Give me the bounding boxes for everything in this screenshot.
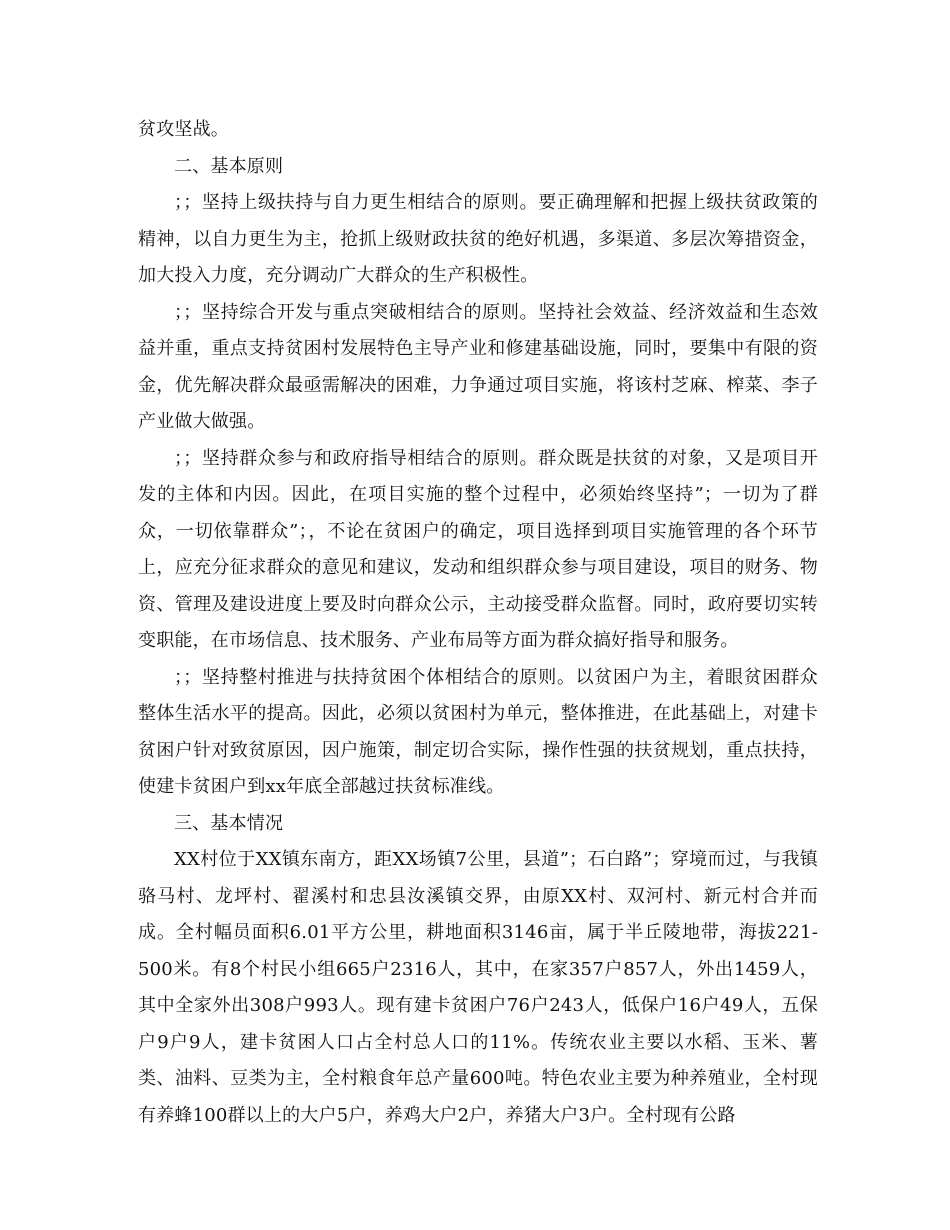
principle-paragraph-3: ；；坚持群众参与和政府指导相结合的原则。群众既是扶贫的对象，又是项目开发的主体和内因。因此，在项目实施的整个过程中，必须始终坚持”；一切为了群众，一切依靠群众”；，不论在贫困户的确定，项目选择到项目实施管理的各个环节上，应充分征求群众的意见和建议，发动和组织群众参与项目建设，项目的财务、物资、管理及建设进度上要及时向群众公示，主动接受群众监督。同时，政府要切实转变职能，在市场信息、技术服务、产业布局等方面为群众搞好指导和服务。: [138, 447, 818, 651]
principle-paragraph-2: ；；坚持综合开发与重点突破相结合的原则。坚持社会效益、经济效益和生态效益并重，重点支持贫困村发展特色主导产业和修建基础设施，同时，要集中有限的资金，优先解决群众最亟需解决的困难，力争通过项目实施，将该村芝麻、榨菜、李子产业做大做强。: [138, 301, 818, 432]
document-body: [138, 112, 818, 1134]
principle-paragraph-4: ；；坚持整村推进与扶持贫困个体相结合的原则。以贫困户为主，着眼贫困群众整体生活水平的提高。因此，必须以贫困村为单元，整体推进，在此基础上，对建卡贫困户针对致贫原因，因户施策，制定切合实际，操作性强的扶贫规划，重点扶持，使建卡贫困户到xx年底全部越过扶贫标准线。: [138, 666, 818, 797]
continuation-text: 贫攻坚战。: [138, 119, 229, 140]
section-heading-basic-situation: 三、基本情况: [174, 812, 284, 834]
situation-paragraph: XX村位于XX镇东南方，距XX场镇7公里，县道”；石白路”；穿境而过，与我镇骆马村、龙坪村、翟溪村和忠县汝溪镇交界，由原XX村、双河村、新元村合并而成。全村幅员面积6.01平方公里，耕地面积3146亩，属于半丘陵地带，海拔221-500米。有8个村民小组665户2316人，其中，在家357户857人，外出1459人，其中全家外出308户993人。现有建卡贫困户76户243人，低保户16户49人，五保户9户9人，建卡贫困人口占全村总人口的11%。传统农业主要以水稻、玉米、薯类、油料、豆类为主，全村粮食年总产量600吨。特色农业主要为种养殖业，全村现有养蜂100群以上的大户5户，养鸡大户2户，养猪大户3户。全村现有公路: [138, 849, 818, 1126]
principle-paragraph-1: ；；坚持上级扶持与自力更生相结合的原则。要正确理解和把握上级扶贫政策的精神，以自力更生为主，抢抓上级财政扶贫的绝好机遇，多渠道、多层次筹措资金，加大投入力度，充分调动广大群众的生产积极性。: [138, 192, 818, 286]
section-heading-basic-principles: 二、基本原则: [174, 155, 284, 177]
